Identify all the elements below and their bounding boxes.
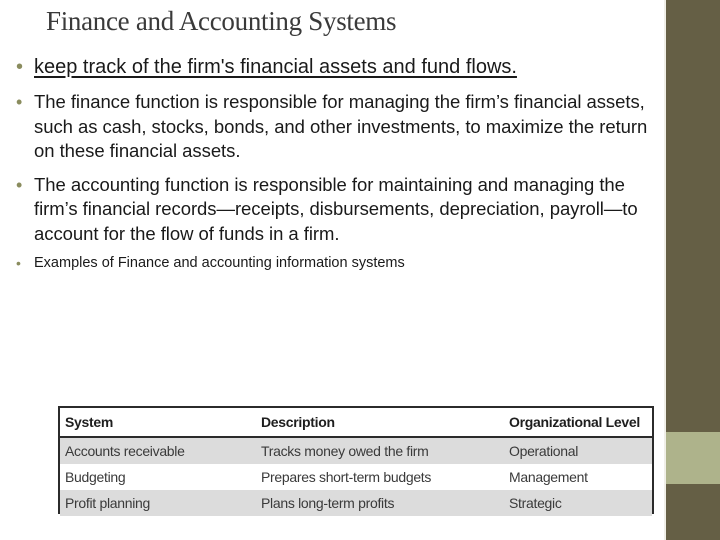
- column-header-description: Description: [256, 408, 504, 437]
- bullet-item: [16, 90, 664, 164]
- table-row: [60, 490, 652, 516]
- cell-system: Profit planning: [60, 490, 256, 516]
- sidebar-accent-block: [666, 432, 720, 484]
- bullet-text: Examples of Finance and accounting information systems: [34, 255, 405, 271]
- cell-system: Budgeting: [60, 464, 256, 490]
- bullet-list: [16, 52, 664, 272]
- cell-description: Plans long-term profits: [256, 490, 504, 516]
- bullet-item: [16, 52, 664, 82]
- systems-table: [58, 406, 654, 514]
- cell-level: Operational: [504, 437, 652, 464]
- table-row: [60, 464, 652, 490]
- column-header-system: System: [60, 408, 256, 437]
- column-header-level: Organizational Level: [504, 408, 652, 437]
- bullet-dot-icon: •: [16, 56, 24, 78]
- bullet-text: The accounting function is responsible for maintaining and managing the firm’s financial records—receipts, disbursements, depreciation, payroll—to account for the flow of funds in a firm.: [34, 173, 638, 244]
- bullet-dot-icon: •: [16, 174, 23, 195]
- table-header-row: [60, 408, 652, 437]
- cell-description: Tracks money owed the firm: [256, 437, 504, 464]
- bullet-item: [16, 173, 664, 247]
- cell-level: Strategic: [504, 490, 652, 516]
- cell-system: Accounts receivable: [60, 437, 256, 464]
- cell-level: Management: [504, 464, 652, 490]
- slide-title: Finance and Accounting Systems: [46, 6, 397, 36]
- table-row: [60, 437, 652, 464]
- cell-description: Prepares short-term budgets: [256, 464, 504, 490]
- sidebar-divider: [664, 0, 666, 540]
- bullet-dot-icon: •: [16, 92, 23, 112]
- bullet-text: The finance function is responsible for managing the firm’s financial assets, such as cash, stocks, bonds, and other investments, to maximize the return on these financial assets.: [34, 91, 648, 161]
- bullet-item: [16, 254, 664, 272]
- bullet-text: keep track of the firm's financial assets and fund flows.: [34, 56, 517, 78]
- bullet-dot-icon: •: [16, 255, 21, 271]
